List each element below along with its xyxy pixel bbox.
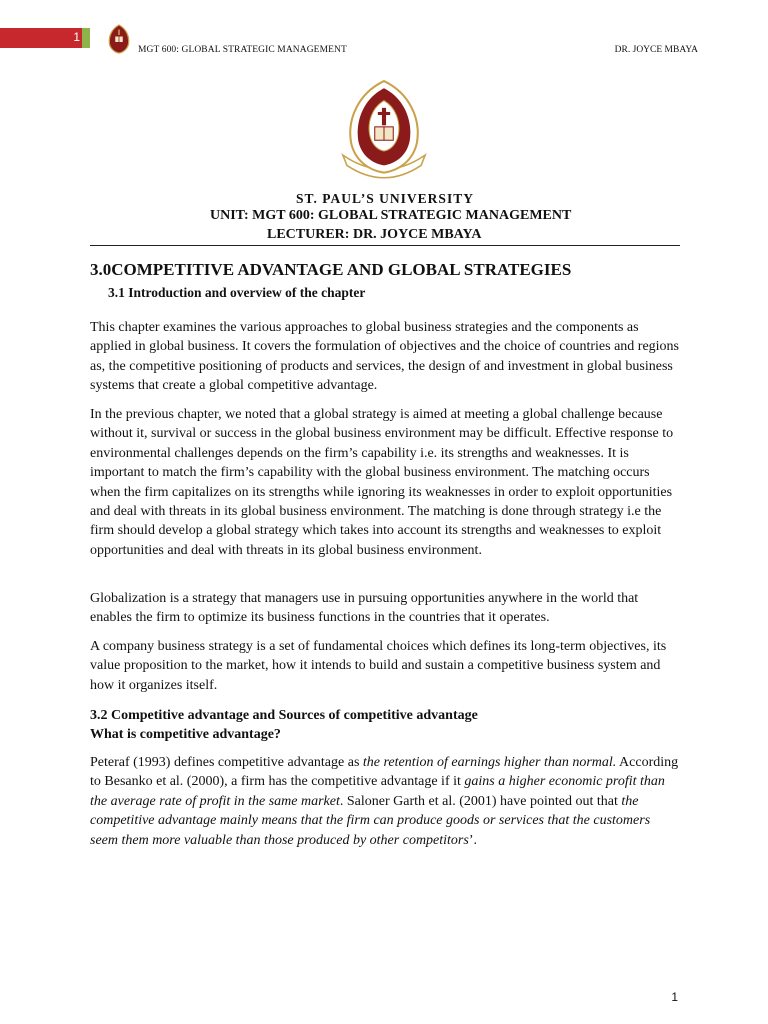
p5-text-g: ’. <box>468 832 477 848</box>
section-subheading: 3.1 Introduction and overview of the chapter <box>108 285 366 300</box>
unit-title: UNIT: MGT 600: GLOBAL STRATEGIC MANAGEMENT <box>210 208 572 223</box>
paragraph-globalization: Globalization is a strategy that managers use in pursuing opportunities anywhere in the world that enables the firm to optimize its business functions in the countries that it operates. <box>90 591 639 626</box>
section-2-title: 3.2 Competitive advantage and Sources of competitive advantage <box>90 708 478 723</box>
page-tab <box>0 28 90 48</box>
paragraph-business-strategy: A company business strategy is a set of fundamental choices which defines its long-term objectives, its value proposition to the market, how it intends to build and sustain a competitive business system and how it organizes itself. <box>90 639 667 693</box>
footer-page-number: 1 <box>671 990 678 1004</box>
university-name: ST. PAUL’S UNIVERSITY <box>296 191 474 206</box>
paragraph-intro: This chapter examines the various approaches to global business strategies and the components as applied in global business. It covers the formulation of objectives and the choice of countries and regions as, the competitive positioning of products and services, the design of and investment in global business systems that create a global competitive advantage. <box>90 320 680 394</box>
p5-text-a: Peteraf (1993) defines competitive advantage as <box>90 755 363 770</box>
university-crest-icon <box>331 78 437 186</box>
paragraph-definitions <box>90 753 680 850</box>
section-heading-competitive-advantage <box>90 706 478 745</box>
title-divider <box>90 245 680 246</box>
page-tab-number: 1 <box>73 30 80 44</box>
p5-italic-d: gains a higher economic profit than the average rate of profit in the same market <box>90 774 665 809</box>
p5-italic-b: the retention of earnings higher than normal. <box>362 755 617 770</box>
lecturer-title: LECTURER: DR. JOYCE MBAYA <box>267 227 482 242</box>
paragraph-previous-chapter: In the previous chapter, we noted that a global strategy is aimed at meeting a global challenge because without it, survival or success in the global business environment may be difficult. Effective response to environmental challenges depends on the firm’s capability i.e. its strengths and weaknesses. It is important to match the firm’s capability with the global business environment. The matching occurs when the firm capitalizes on its strengths while ignoring its weaknesses in order to exploit opportunities and deal with threats in its global business environment. The matching is done through strategy i.e the firm should develop a global strategy which takes into account its strengths and weaknesses to exploit opportunities and deal with threats in its global business environment. <box>90 407 674 558</box>
p5-text-c: According to Besanko et al. (2000), a firm has the competitive advantage if it <box>90 755 679 790</box>
p5-italic-f: the competitive advantage mainly means that the firm can produce goods or services that the customers seem them more valuable than those produced by other competitors <box>90 793 651 848</box>
header-lecturer-name: DR. JOYCE MBAYA <box>614 45 698 55</box>
section-2-question: What is competitive advantage? <box>90 727 281 743</box>
chapter-heading: 3.0COMPETITIVE ADVANTAGE AND GLOBAL STRATEGIES <box>90 260 572 279</box>
p5-text-e: . Saloner Garth et al. (2001) have pointed out that <box>339 793 622 809</box>
header-course-title: MGT 600: GLOBAL STRATEGIC MANAGEMENT <box>138 45 347 55</box>
university-crest-small-icon <box>106 24 132 54</box>
